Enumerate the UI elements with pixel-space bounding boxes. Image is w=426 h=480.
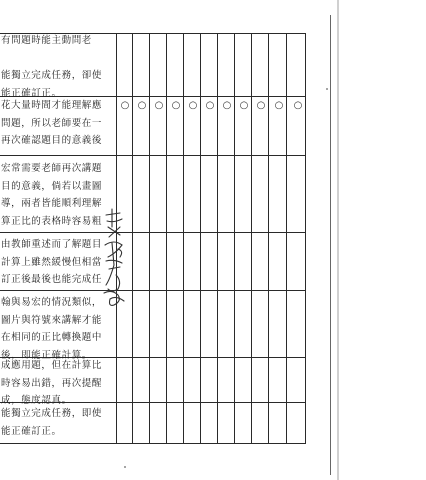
comment-line: 能正確訂正。 xyxy=(1,425,62,437)
comment-line: 成，態度認真。 xyxy=(1,395,72,406)
comment-line: 問題，所以老師要在一 xyxy=(1,117,103,129)
comment-line: 算正比的表格時容易粗 xyxy=(1,215,103,227)
column-rule xyxy=(217,33,218,443)
comment-line: 在相同的正比轉換題中 xyxy=(1,332,103,343)
circle-mark: ○ xyxy=(274,100,284,111)
circle-mark: ○ xyxy=(171,100,181,111)
circle-mark: ○ xyxy=(154,100,164,111)
column-rule xyxy=(183,33,184,443)
comment-line: 再次確認題目的意義後 xyxy=(1,135,103,146)
column-rule xyxy=(132,33,133,443)
circle-mark: ○ xyxy=(222,100,232,111)
comment-row-6 xyxy=(1,357,115,410)
comment-line: 成應用題，但在計算比 xyxy=(1,360,103,371)
scan-speck xyxy=(124,466,126,468)
comment-line: 訂正後最後也能完成任 xyxy=(1,274,103,285)
column-rule xyxy=(305,33,306,443)
comment-row-7 xyxy=(1,405,115,440)
row-divider xyxy=(0,290,306,291)
column-rule xyxy=(251,33,252,443)
circle-mark: ○ xyxy=(120,100,130,111)
circle-mark: ○ xyxy=(137,100,147,111)
circle-mark: ○ xyxy=(239,100,249,111)
comment-line: 能獨立完成任務，卻使 xyxy=(1,70,103,81)
table-bottom-rule xyxy=(0,443,306,444)
circle-mark: ○ xyxy=(188,100,198,111)
row-divider xyxy=(0,155,306,156)
comment-row-2 xyxy=(1,97,115,150)
row-divider xyxy=(0,232,306,233)
comment-line: 圖片與符號來講解才能 xyxy=(1,314,103,326)
comment-line: 目的意義，倘若以畫圖 xyxy=(1,180,103,192)
comment-line: 時容易出錯，再次提醒 xyxy=(1,377,103,389)
comment-row-3 xyxy=(1,160,115,230)
circle-mark: ○ xyxy=(293,100,303,111)
circle-mark: ○ xyxy=(256,100,266,111)
comment-row-5 xyxy=(1,294,115,364)
comment-line: 有問題時能主動問老 xyxy=(1,35,92,46)
column-rule xyxy=(234,33,235,443)
scan-speck xyxy=(326,88,328,90)
comment-line xyxy=(1,50,115,68)
comment-line: 導，兩者皆能順利理解 xyxy=(1,198,103,209)
comment-line: 由教師重述而了解題目 xyxy=(1,239,103,250)
handwritten-signature xyxy=(100,205,128,310)
scan-edge xyxy=(337,0,339,480)
column-rule xyxy=(268,33,269,443)
comment-row-1 xyxy=(1,32,115,102)
column-rule xyxy=(286,33,287,443)
circle-mark: ○ xyxy=(205,100,215,111)
comment-line: 計算上雖然緩慢但相當 xyxy=(1,256,103,268)
comment-line: 翰與易宏的情況類似， xyxy=(1,297,103,308)
column-rule xyxy=(200,33,201,443)
margin-rule xyxy=(330,15,331,475)
column-rule xyxy=(166,33,167,443)
comment-line: 能正確訂正。 xyxy=(1,87,62,99)
comment-line: 花大量時間才能理解應 xyxy=(1,100,103,111)
comment-line: 能獨立完成任務，即使 xyxy=(1,408,103,419)
column-rule xyxy=(149,33,150,443)
comment-line: 後，即能正確計算。 xyxy=(1,349,92,361)
comment-row-4 xyxy=(1,236,115,289)
comment-line: 宏常需要老師再次講題 xyxy=(1,163,103,174)
